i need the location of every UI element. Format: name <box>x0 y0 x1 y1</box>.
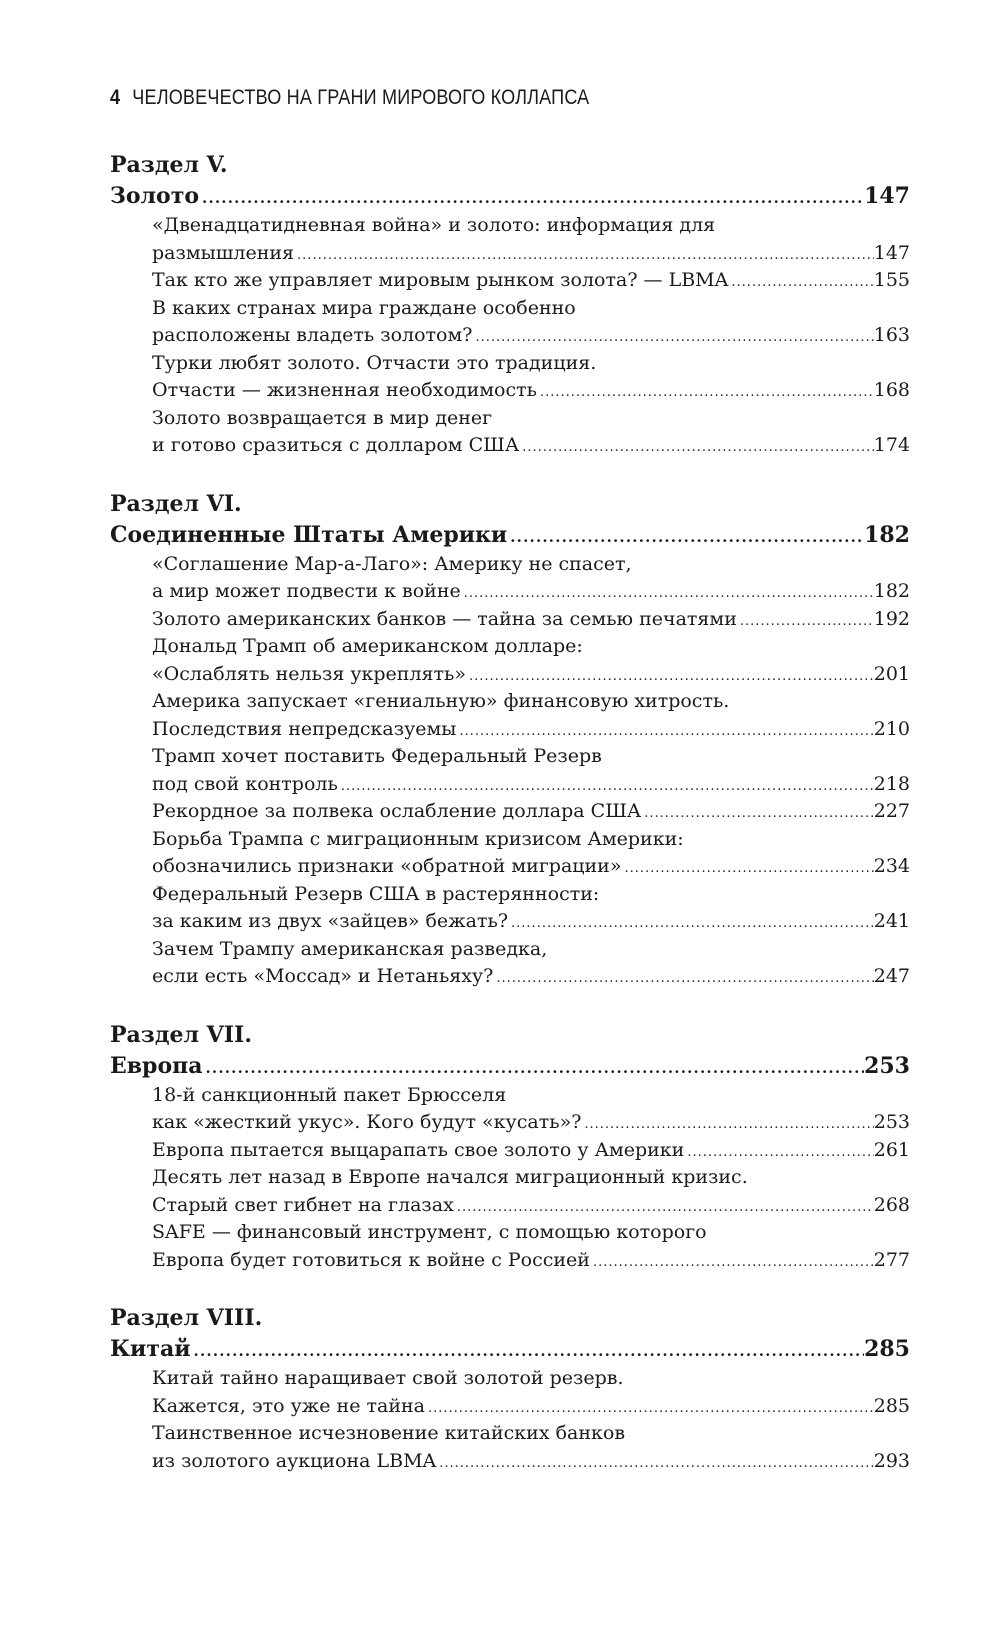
entry-title-line <box>152 853 910 881</box>
entry-title: из золотого аукциона LBMA <box>152 1449 437 1472</box>
section-title-line[interactable] <box>110 1334 910 1365</box>
section-label: Раздел VIII. <box>110 1305 263 1331</box>
entry-page-number: 285 <box>873 1394 910 1417</box>
entry-title-line1: В каких странах мира граждане особенно <box>152 296 576 319</box>
toc-entry[interactable] <box>110 688 910 743</box>
entry-title: Европа будет готовиться к войне с Россией <box>152 1248 590 1271</box>
section-title: Европа <box>110 1052 203 1079</box>
entry-page-number: 182 <box>873 580 910 602</box>
dot-leader <box>728 269 873 295</box>
toc-section <box>110 150 910 460</box>
entry-title: Рекордное за полвека ослабление доллара США <box>152 800 642 822</box>
dot-leader <box>436 1450 873 1476</box>
dot-leader <box>425 1395 874 1421</box>
running-header <box>110 86 589 110</box>
entry-title-line <box>152 377 910 405</box>
entry-page-number: 247 <box>873 965 910 987</box>
toc-entry[interactable] <box>110 743 910 798</box>
toc-entry[interactable] <box>110 551 910 606</box>
entry-title: Старый свет гибнет на глазах <box>152 1193 454 1216</box>
entry-title-line <box>152 908 910 936</box>
toc-entry[interactable] <box>110 267 910 295</box>
entry-title-line1: Зачем Трампу американская разведка, <box>152 937 548 960</box>
entry-page-number: 234 <box>873 855 910 877</box>
entry-page-number: 163 <box>873 324 910 346</box>
entry-title-line <box>152 1137 910 1165</box>
entry-title: и готово сразиться с долларом США <box>152 434 520 456</box>
entry-title-line1: SAFE — финансовый инструмент, с помощью которого <box>152 1221 707 1243</box>
section-title: Золото <box>110 183 200 209</box>
dot-leader <box>581 1111 873 1137</box>
section-page-number: 285 <box>864 1336 910 1362</box>
toc-entry[interactable] <box>110 405 910 460</box>
section-title-line[interactable] <box>110 181 910 212</box>
section-title-line[interactable] <box>110 520 910 551</box>
dot-leader <box>461 580 874 606</box>
entry-page-number: 268 <box>873 1193 910 1216</box>
toc-entry[interactable] <box>110 1082 910 1137</box>
entry-title-line1: 18-й санкционный пакет Брюсселя <box>152 1083 507 1106</box>
section-label: Раздел V. <box>110 152 228 178</box>
entry-title-line <box>152 1247 910 1275</box>
section-title: Китай <box>110 1336 191 1362</box>
dot-leader <box>508 910 874 936</box>
entry-title: Так кто же управляет мировым рынком золота? — LBMA <box>152 269 729 291</box>
toc-entry[interactable] <box>110 1164 910 1219</box>
dot-leader <box>493 965 873 991</box>
entry-title: Отчасти — жизненная необходимость <box>152 379 537 401</box>
toc-entry[interactable] <box>110 295 910 350</box>
entry-page-number: 293 <box>873 1449 910 1472</box>
entry-title: а мир может подвести к войне <box>152 580 461 602</box>
entry-title: за каким из двух «зайцев» бежать? <box>152 910 509 932</box>
dot-leader <box>454 1194 874 1220</box>
entry-title-line <box>152 771 910 799</box>
section-title: Соединенные Штаты Америки <box>110 521 508 548</box>
entry-page-number: 168 <box>873 379 910 401</box>
dot-leader <box>191 1336 865 1365</box>
toc-entry[interactable] <box>110 936 910 991</box>
entry-page-number: 218 <box>873 772 910 795</box>
toc-entry[interactable] <box>110 881 910 936</box>
dot-leader <box>641 800 873 826</box>
entry-title: Последствия непредсказуемы <box>152 717 457 740</box>
entry-title-line1: Таинственное исчезновение китайских банков <box>152 1422 626 1444</box>
entry-title-line1: Трамп хочет поставить Федеральный Резерв <box>152 745 602 767</box>
toc-entry[interactable] <box>110 606 910 634</box>
entry-title: как «жесткий укус». Кого будут «кусать»? <box>152 1111 582 1133</box>
toc-entry[interactable] <box>110 1365 910 1420</box>
table-of-contents <box>110 150 910 1504</box>
entry-page-number: 147 <box>873 241 910 264</box>
section-page-number: 147 <box>864 183 910 209</box>
toc-entry[interactable] <box>110 798 910 826</box>
entry-title-line <box>152 322 910 350</box>
entry-title-line1: Китай тайно наращивает свой золотой резерв. <box>152 1367 624 1389</box>
section-title-line[interactable] <box>110 1051 910 1082</box>
entry-page-number: 201 <box>873 662 910 685</box>
entry-title-line1: Золото возвращается в мир денег <box>152 406 493 429</box>
entry-page-number: 174 <box>873 434 910 456</box>
entry-title-line <box>152 432 910 460</box>
entry-title-line <box>152 240 910 268</box>
entry-title: Золото американских банков — тайна за семью печатями <box>152 607 737 630</box>
entry-title-line <box>152 1448 910 1476</box>
dot-leader <box>202 1053 864 1082</box>
dot-leader <box>294 242 874 268</box>
dot-leader <box>519 434 874 460</box>
entry-title: размышления <box>152 241 295 264</box>
toc-section <box>110 1303 910 1475</box>
toc-entry[interactable] <box>110 633 910 688</box>
entry-title-line <box>152 963 910 991</box>
toc-entry[interactable] <box>110 1420 910 1475</box>
entry-title-line1: Америка запускает «гениальную» финансовую хитрость. <box>152 690 730 712</box>
entry-title-line1: Десять лет назад в Европе начался миграционный кризис. <box>152 1166 748 1188</box>
dot-leader <box>507 522 864 551</box>
dot-leader <box>684 1139 873 1165</box>
entry-title-line <box>152 1393 910 1421</box>
entry-title-line <box>152 606 910 634</box>
toc-entry[interactable] <box>110 1137 910 1165</box>
toc-entry[interactable] <box>110 826 910 881</box>
entry-title: Кажется, это уже не тайна <box>152 1394 425 1417</box>
entry-title-line1: «Соглашение Мар-а-Лаго»: Америку не спасет, <box>152 552 632 575</box>
entry-title-line1: Турки любят золото. Отчасти это традиция. <box>152 351 597 374</box>
entry-page-number: 155 <box>873 269 910 291</box>
entry-title-line <box>152 798 910 826</box>
section-label: Раздел VII. <box>110 1021 252 1048</box>
entry-title-line <box>152 716 910 744</box>
entry-title-line1: Дональд Трамп об американском долларе: <box>152 635 583 657</box>
toc-entry[interactable] <box>110 212 910 267</box>
dot-leader <box>338 773 874 799</box>
dot-leader <box>456 718 873 744</box>
entry-title: обозначились признаки «обратной миграции» <box>152 855 622 877</box>
entry-title: Европа пытается выцарапать свое золото у Америки <box>152 1138 685 1161</box>
entry-page-number: 241 <box>873 910 910 932</box>
section-page-number: 253 <box>864 1052 910 1079</box>
entry-title-line <box>152 267 910 295</box>
entry-title-line1: Борьба Трампа с миграционным кризисом Америки: <box>152 827 684 850</box>
dot-leader <box>537 379 874 405</box>
entry-title-line <box>152 1192 910 1220</box>
entry-page-number: 261 <box>873 1138 910 1161</box>
entry-title: если есть «Моссад» и Нетаньяху? <box>152 965 494 987</box>
dot-leader <box>199 183 864 212</box>
toc-entry[interactable] <box>110 1219 910 1274</box>
section-page-number: 182 <box>864 521 910 548</box>
entry-title-line1: «Двенадцатидневная война» и золото: информация для <box>152 214 716 236</box>
toc-section <box>110 489 910 991</box>
entry-page-number: 210 <box>873 717 910 740</box>
entry-page-number: 277 <box>873 1248 910 1271</box>
dot-leader <box>472 324 873 350</box>
dot-leader <box>590 1249 874 1275</box>
section-label: Раздел VI. <box>110 490 242 517</box>
entry-title-line <box>152 578 910 606</box>
toc-section <box>110 1020 910 1275</box>
entry-page-number: 253 <box>873 1111 910 1133</box>
dot-leader <box>621 855 873 881</box>
entry-title: «Ослаблять нельзя укреплять» <box>152 662 467 685</box>
page-number: 4 <box>110 86 121 109</box>
book-title: ЧЕЛОВЕЧЕСТВО НА ГРАНИ МИРОВОГО КОЛЛАПСА <box>132 86 590 109</box>
toc-entry[interactable] <box>110 350 910 405</box>
entry-title: расположены владеть золотом? <box>152 324 473 346</box>
dot-leader <box>737 608 874 634</box>
entry-title-line <box>152 1109 910 1137</box>
entry-title-line1: Федеральный Резерв США в растерянности: <box>152 882 600 905</box>
entry-title-line <box>152 661 910 689</box>
entry-title: под свой контроль <box>152 772 338 795</box>
entry-page-number: 227 <box>873 800 910 822</box>
dot-leader <box>466 663 874 689</box>
entry-page-number: 192 <box>873 607 910 630</box>
